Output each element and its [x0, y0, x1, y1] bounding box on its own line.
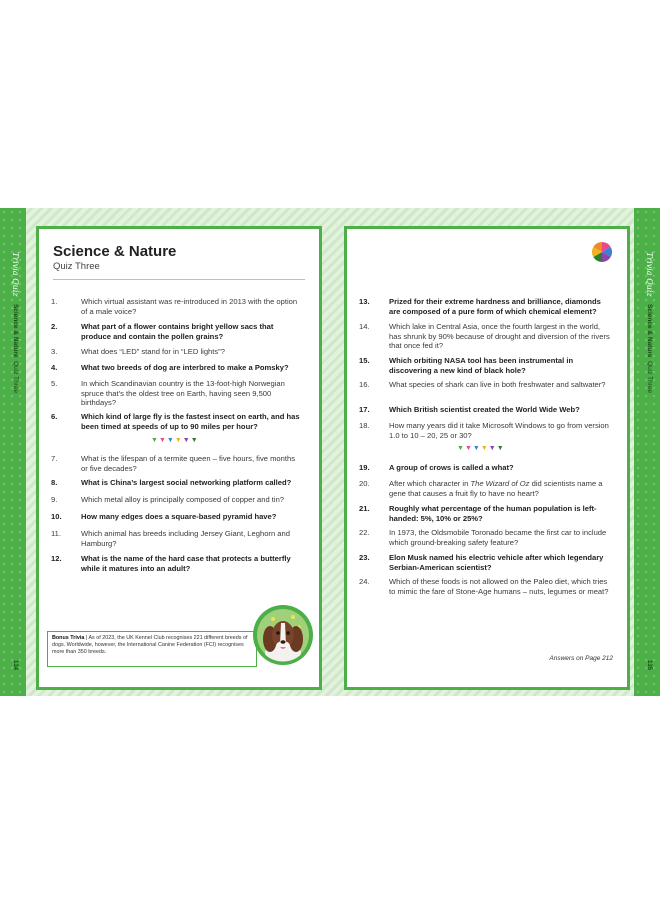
question-24: 24. Which of these foods is not allowed on the Paleo diet, which tries to mimic the fare of Stone-Age humans – nuts, legumes or meat?	[359, 577, 609, 596]
triangle-icon: ▼	[190, 437, 199, 444]
question-4: 4. What two breeds of dog are interbred to make a Pomsky?	[51, 363, 289, 372]
page-number-left: 134	[12, 660, 18, 671]
page-title: Science & Nature	[53, 243, 177, 260]
question-11: 11. Which animal has breeds including Jersey Giant, Leghorn and Hamburg?	[51, 529, 290, 548]
question-17: 17. Which British scientist created the World Wide Web?	[359, 405, 580, 414]
question-19: 19. A group of crows is called a what?	[359, 463, 514, 472]
page-number-right: 135	[646, 660, 652, 671]
question-22: 22. In 1973, the Oldsmobile Toronado became the first car to include which ground-breaking safety feature?	[359, 528, 607, 547]
question-10: 10. How many edges does a square-based pyramid have?	[51, 512, 277, 521]
question-6: 6. Which kind of large fly is the fastest insect on earth, and has been timed at speeds of up to 90 miles per hour?	[51, 412, 300, 431]
spaniel-image	[253, 605, 313, 665]
bonus-label: Bonus Trivia	[52, 635, 85, 641]
brand-logo-right: Trivia Quiz	[645, 252, 654, 297]
triangle-icon: ▼	[472, 445, 481, 452]
triangle-icon: ▼	[457, 445, 465, 452]
triangle-divider	[151, 437, 199, 444]
answers-note: Answers on Page 212	[549, 655, 613, 662]
question-20: 20. After which character in The Wizard of Oz did scientists name a gene that causes a fruit fly to have no heart?	[359, 479, 603, 498]
right-section-label: Science & Nature Quiz Three	[646, 304, 653, 394]
question-16: 16. What species of shark can live in both freshwater and saltwater?	[359, 380, 606, 389]
question-14: 14. Which lake in Central Asia, once the fourth largest in the world, has shrunk by 90% because of drought and diversion of the rivers that once fed it?	[359, 322, 610, 351]
question-7: 7. What is the lifespan of a termite queen – five hours, five months or five decades?	[51, 454, 296, 473]
triangle-icon: ▼	[151, 437, 159, 444]
bonus-text: | As of 2023, the UK Kennel Club recognises 221 different breeds of dogs. Worldwide, however, the International Canine Federation (FCI) recognises more than 350 breeds.	[52, 635, 248, 655]
question-9: 9. Which metal alloy is principally composed of copper and tin?	[51, 495, 285, 504]
right-page	[344, 226, 630, 690]
left-section-label: Science & Nature Quiz Three	[12, 304, 19, 394]
left-edge-strip	[0, 208, 26, 696]
title-divider	[53, 279, 305, 280]
triangle-divider-right	[457, 445, 505, 452]
triangle-icon: ▼	[174, 437, 183, 444]
question-12: 12. What is the name of the hard case that protects a butterfly while it matures into an adult?	[51, 554, 291, 573]
question-3: 3. What does “LED” stand for in “LED lights”?	[51, 347, 225, 356]
question-15: 15. Which orbiting NASA tool has been instrumental in discovering a new kind of black hole?	[359, 356, 574, 375]
question-2: 2. What part of a flower contains bright yellow sacs that produce and contain the pollen grains?	[51, 322, 274, 341]
brand-logo: Trivia Quiz	[11, 252, 20, 297]
triangle-icon: ▼	[496, 445, 505, 452]
triangle-icon: ▼	[488, 445, 497, 452]
question-13: 13. Prized for their extreme hardness and brilliance, diamonds are composed of a pure form of which chemical element?	[359, 297, 601, 316]
question-18: 18. How many years did it take Microsoft Windows to go from version 1.0 to 10 – 20, 25 or 30?	[359, 421, 609, 440]
bonus-trivia-box	[47, 631, 257, 667]
triangle-icon: ▼	[158, 437, 167, 444]
book-spread	[0, 208, 660, 696]
triangle-icon: ▼	[166, 437, 175, 444]
question-5: 5. In which Scandinavian country is the 13-foot-high Norwegian spruce that’s the oldest tree on Earth, having seen 9,500 birthdays?	[51, 379, 285, 408]
triangle-icon: ▼	[182, 437, 191, 444]
dog-photo	[253, 605, 313, 665]
triangle-icon: ▼	[480, 445, 489, 452]
question-8: 8. What is China’s largest social networking platform called?	[51, 478, 292, 487]
right-edge-strip	[634, 208, 660, 696]
category-wheel-icon	[591, 241, 613, 263]
page-subtitle: Quiz Three	[53, 261, 100, 272]
left-page	[36, 226, 322, 690]
question-21: 21. Roughly what percentage of the human population is left-handed: 5%, 10% or 25%?	[359, 504, 597, 523]
triangle-icon: ▼	[464, 445, 473, 452]
question-23: 23. Elon Musk named his electric vehicle after which legendary Serbian-American scientist?	[359, 553, 604, 572]
question-1: 1. Which virtual assistant was re-introduced in 2013 with the option of a male voice?	[51, 297, 298, 316]
